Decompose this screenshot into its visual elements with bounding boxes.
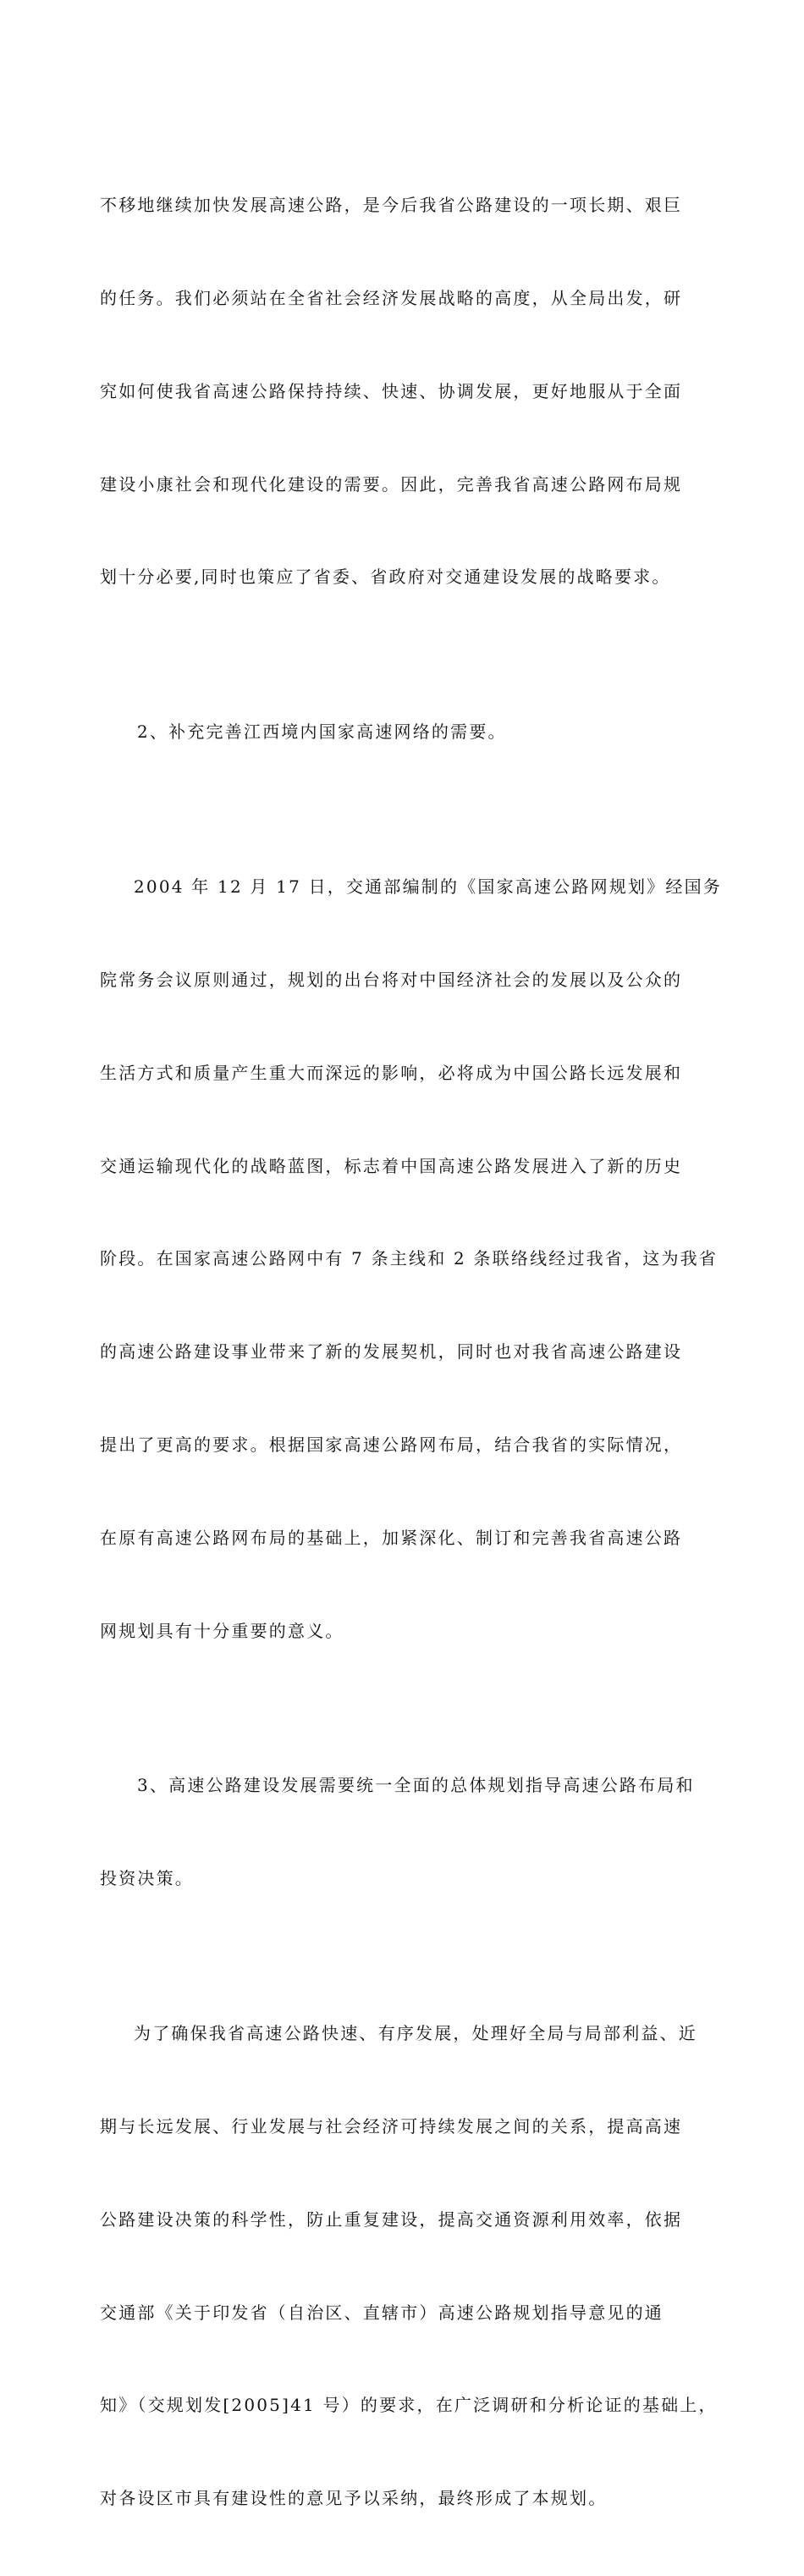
text-line: 的高速公路建设事业带来了新的发展契机，同时也对我省高速公路建设: [100, 1341, 683, 1363]
text-line: 究如何使我省高速公路保持持续、快速、协调发展，更好地服从于全面: [100, 380, 683, 401]
paragraph-strategy-continuation: [100, 128, 709, 655]
text-line: 2004 年 12 月 17 日，交通部编制的《国家高速公路网规划》经国务: [134, 876, 722, 898]
text-line: 生活方式和质量产生重大而深远的影响，必将成为中国公路长远发展和: [100, 1062, 683, 1083]
heading-point-2: [100, 655, 709, 810]
text-line: 在原有高速公路网布局的基础上，加紧深化、制订和完善我省高速公路: [100, 1527, 683, 1548]
text-line: 投资决策。: [100, 1868, 194, 1889]
text-line: 交通部《关于印发省（自治区、直辖市）高速公路规划指导意见的通: [100, 2302, 664, 2323]
text-line: 对各设区市具有建设性的意见予以采纳，最终形成了本规划。: [100, 2488, 608, 2509]
text-line: 建设小康社会和现代化建设的需要。因此，完善我省高速公路网布局规: [100, 473, 683, 495]
text-line: 公路建设决策的科学性，防止重复建设，提高交通资源利用效率，依据: [100, 2208, 683, 2230]
text-line: 的任务。我们必须站在全省社会经济发展战略的高度，从全局出发，研: [100, 287, 683, 308]
text-line: 交通运输现代化的战略蓝图，标志着中国高速公路发展进入了新的历史: [100, 1155, 683, 1176]
text-line: 不移地继续加快发展高速公路，是今后我省公路建设的一项长期、艰巨: [100, 195, 683, 216]
text-line: 划十分必要,同时也策应了省委、省政府对交通建设发展的战略要求。: [100, 567, 671, 588]
paragraph-planning-basis: [100, 1956, 718, 2576]
text-line: 3、高速公路建设发展需要统一全面的总体规划指导高速公路布局和: [137, 1775, 695, 1796]
text-line: 2、补充完善江西境内国家高速网络的需要。: [137, 721, 507, 743]
paragraph-national-network: [100, 810, 722, 1708]
text-line: 网规划具有十分重要的意义。: [100, 1620, 344, 1641]
text-line: 为了确保我省高速公路快速、有序发展，处理好全局与局部利益、近: [134, 2023, 697, 2044]
heading-point-3: [100, 1708, 709, 1956]
text-line: 提出了更高的要求。根据国家高速公路网布局，结合我省的实际情况，: [100, 1434, 683, 1455]
text-line: 期与长远发展、行业发展与社会经济可持续发展之间的关系，提高高速: [100, 2116, 683, 2137]
text-line: 阶段。在国家高速公路网中有 7 条主线和 2 条联络线经过我省，这为我省: [100, 1248, 719, 1269]
body-text: [100, 128, 722, 2576]
text-line: 院常务会议原则通过，规划的出台将对中国经济社会的发展以及公众的: [100, 970, 683, 991]
text-line: 知》（交规划发[2005]41 号）的要求，在广泛调研和分析论证的基础上，: [100, 2395, 718, 2416]
